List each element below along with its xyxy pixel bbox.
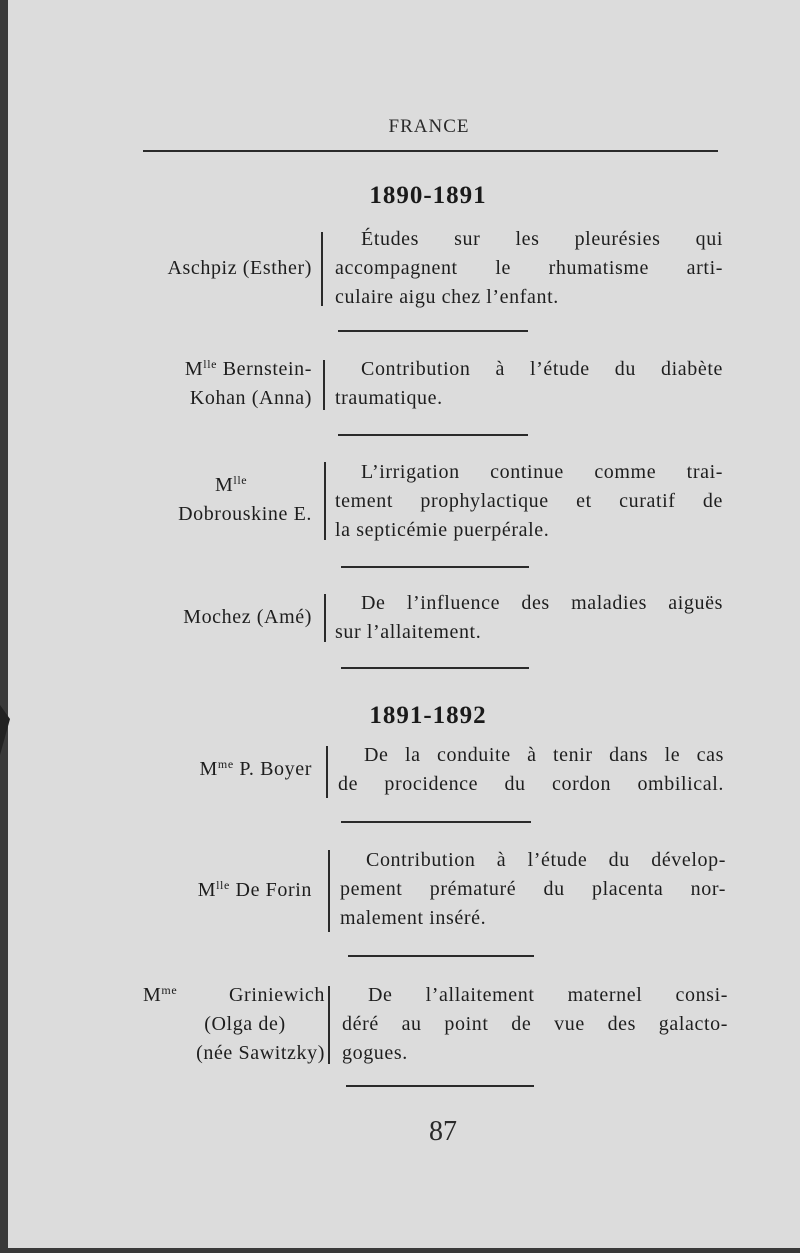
thesis-title-line: la septicémie puerpérale. xyxy=(335,519,550,541)
thesis-title-line: L’irrigation continue comme trai- xyxy=(361,461,723,483)
thesis-title xyxy=(335,458,723,545)
thesis-title-line: De l’allaitement maternel consi- xyxy=(368,984,728,1006)
author-name-line: Mochez (Amé) xyxy=(183,606,312,628)
thesis-title-line: culaire aigu chez l’enfant. xyxy=(335,286,559,308)
author-honorific: $M^{lle}$ xyxy=(215,473,248,496)
author-name xyxy=(128,355,312,413)
entry-separator xyxy=(341,667,529,669)
header-rule xyxy=(143,150,718,152)
thesis-title xyxy=(335,355,723,413)
honorific: $M^{lle}$ xyxy=(184,357,218,380)
thesis-title-line: gogues. xyxy=(342,1042,408,1064)
author-name xyxy=(128,254,312,283)
thesis-title xyxy=(340,846,726,933)
author-name-line: Griniewich xyxy=(229,984,325,1006)
thesis-title-line: Études sur les pleurésies qui xyxy=(361,228,723,250)
entry-separator xyxy=(348,955,534,957)
thesis-title xyxy=(335,225,723,312)
entry-separator xyxy=(346,1085,534,1087)
entry-separator xyxy=(341,566,529,568)
thesis-title-line: déré au point de vue des galacto- xyxy=(342,1013,728,1035)
honorific: $M^{lle}$ xyxy=(197,878,230,901)
thesis-title-line: de procidence du cordon ombilical. xyxy=(338,773,724,795)
bracket-bar xyxy=(328,986,330,1064)
thesis-title-line: De la conduite à tenir dans le cas xyxy=(364,744,724,766)
author-name-line: Aschpiz (Esther) xyxy=(167,257,312,279)
thesis-title-line: tement prophylactique et curatif de xyxy=(335,490,723,512)
year-heading-1891-1892: 1891-1892 xyxy=(369,702,487,729)
page-edge-shadow xyxy=(0,705,10,755)
author-name-line: De Forin xyxy=(235,879,312,901)
author-name xyxy=(143,981,325,1068)
thesis-title-line: traumatique. xyxy=(335,387,443,409)
author-name-line: (née Sawitzky) xyxy=(196,1042,325,1064)
author-name xyxy=(128,500,312,529)
entry-separator xyxy=(341,821,531,823)
entry-separator xyxy=(338,330,528,332)
bracket-bar xyxy=(326,746,328,798)
author-name xyxy=(128,755,312,784)
author-name-line: Bernstein- xyxy=(222,358,312,380)
thesis-title-line: pement prématuré du placenta nor- xyxy=(340,878,726,900)
author-name-line: (Olga de) xyxy=(204,1013,286,1035)
author-name-line: Dobrouskine E. xyxy=(178,503,312,525)
author-name-line: Kohan (Anna) xyxy=(189,387,312,409)
running-head: FRANCE xyxy=(388,116,470,137)
thesis-title-line: Contribution à l’étude du dévelop- xyxy=(366,849,726,871)
book-page xyxy=(8,0,800,1248)
thesis-title xyxy=(335,589,723,647)
author-name-first-line xyxy=(143,981,325,1010)
year-heading-1890-1891: 1890-1891 xyxy=(369,182,487,209)
bracket-bar xyxy=(323,360,325,410)
author-name-line: P. Boyer xyxy=(239,758,312,780)
thesis-title-line: sur l’allaitement. xyxy=(335,621,482,643)
author-name xyxy=(128,603,312,632)
bracket-bar xyxy=(328,850,330,932)
page-number: 87 xyxy=(429,1116,457,1147)
thesis-title-line: De l’influence des maladies aiguës xyxy=(361,592,723,614)
bracket-bar xyxy=(324,594,326,642)
thesis-title-line: accompagnent le rhumatisme arti- xyxy=(335,257,723,279)
bracket-bar xyxy=(321,232,323,306)
thesis-title-line: Contribution à l’étude du diabète xyxy=(361,358,723,380)
author-name xyxy=(128,876,312,905)
honorific: $M^{me}$ xyxy=(143,983,178,1006)
honorific: $M^{me}$ xyxy=(199,757,234,780)
thesis-title-line: malement inséré. xyxy=(340,907,487,929)
entry-separator xyxy=(338,434,528,436)
thesis-title xyxy=(338,741,724,799)
thesis-title xyxy=(342,981,728,1068)
bracket-bar xyxy=(324,462,326,540)
